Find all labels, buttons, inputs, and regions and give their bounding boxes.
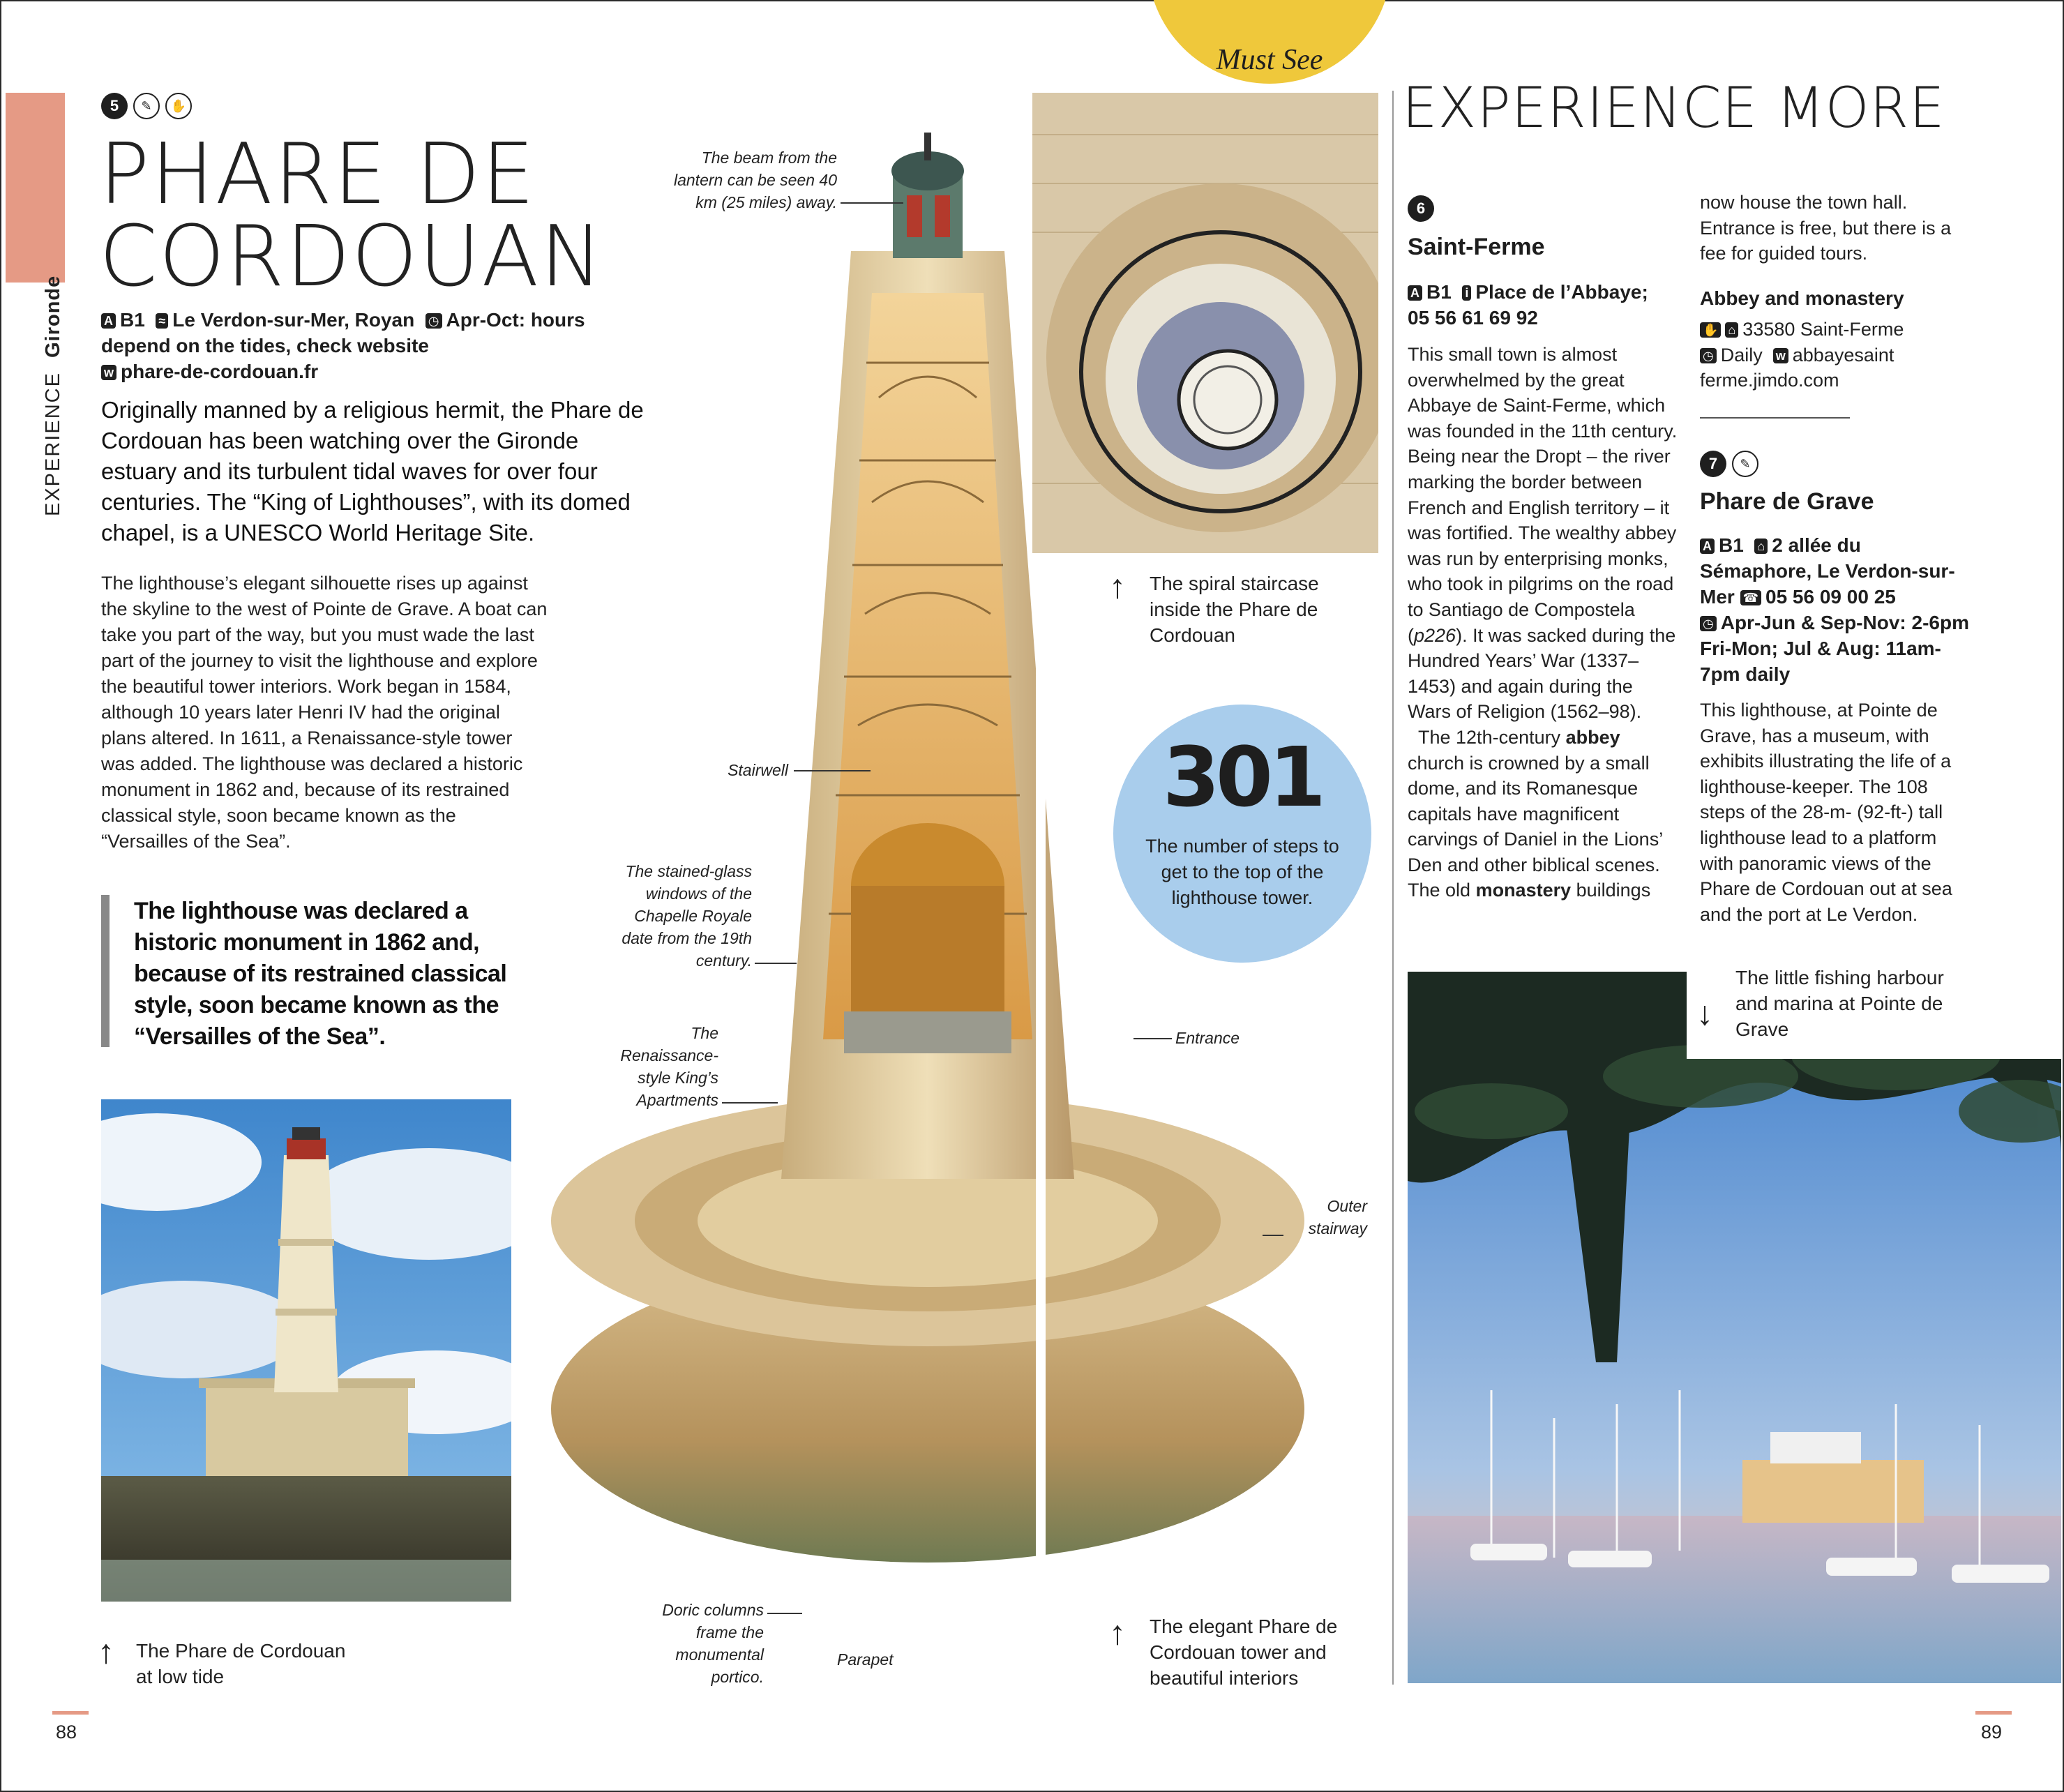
phare-de-grave-text: This lighthouse, at Pointe de Grave, has a museum, with exhibits illustrating the life of a lighthouse-keeper. The 108 steps of the 28-m- (92-ft-) tall lighthouse lead to a platform with panoramic views of the Phare de Cordouan out at sea and the port at Le Verdon. [1700, 700, 1952, 925]
entry-badges-6 [1408, 195, 1434, 222]
page-number-left: 88 [56, 1722, 77, 1742]
hand-icon: ✋ [165, 93, 192, 119]
leader-stained-glass [755, 963, 797, 964]
hand-icon: ✋ [1700, 322, 1721, 338]
home-icon: ⌂ [1725, 322, 1738, 338]
clock-icon: ◷ [1700, 616, 1717, 631]
entry-badges [101, 93, 192, 119]
body-paragraph: The lighthouse’s elegant silhouette rises up against the skyline to the west of Pointe de Grave. A boat can take you part of the way, but you must wade the last part of the journey to visit the lighthouse and explore the beautiful tower interiors. Work began in 1584, although 10 years later Henri IV had the original plans altered. In 1611, a Renaissance-style tower was added. The lighthouse was declared a historic monument in 1862 and, because of its restrained classical style, soon became known as the “Versailles of the Sea”. [101, 573, 548, 852]
label-beam: The beam from the lantern can be seen 40 km (25 miles) away. [673, 149, 837, 211]
leader-kings-apartments [722, 1102, 778, 1104]
leader-beam [841, 202, 903, 204]
photo-spiral-staircase [1032, 93, 1378, 553]
abbey-info: ✋ ⌂ 33580 Saint-Ferme ◷ Daily w abbayesaint ferme.jimdo.com [1700, 319, 1904, 391]
web-icon: w [101, 365, 116, 380]
phare-de-grave-info: A B1 ⌂ 2 allée du Sémaphore, Le Verdon-sur-Mer ☎ 05 56 09 00 25 ◷ Apr-Jun & Sep-Nov: 2-6pm Fri-Mon; Jul & Aug: 11am-7pm daily [1700, 534, 1969, 685]
leader-entrance [1133, 1038, 1172, 1039]
entry-number: 5 [101, 93, 128, 119]
abbey-website-link[interactable]: abbayesaint ferme.jimdo.com [1700, 344, 1894, 391]
home-icon: ⌂ [1754, 539, 1768, 554]
website-link[interactable]: phare-de-cordouan.fr [121, 361, 319, 382]
ticket-icon: ✎ [1732, 451, 1758, 477]
saint-ferme-text: This small town is almost overwhelmed by the great Abbaye de Saint-Ferme, which was founded in the 11th century. Being near the Dropt – the river marking the border between French and English territory – it was fortified. The wealthy abbey was run by enterprising monks, who took in pilgrims on the road to Santiago de Compostela (p226). It was sacked during the Hundred Years’ War (1337–1453) and again during the Wars of Religion (1562–98). The 12th-century abbey church is crowned by a small dome, and its Romanesque capitals have magnificent carvings of Daniel in the Lions’ Den and other biblical scenes. The old monastery buildings [1408, 344, 1678, 901]
entry-title-saint-ferme: Saint-Ferme [1408, 234, 1545, 260]
map-icon: A [1700, 539, 1715, 554]
entry-badges-7 [1700, 451, 1758, 477]
saint-ferme-text-continued: now house the town hall. Entrance is free, but there is a fee for guided tours. [1700, 192, 1952, 264]
map-icon: A [101, 313, 116, 329]
abbey-title: Abbey and monastery [1700, 287, 1904, 309]
entry-title-phare-de-grave: Phare de Grave [1700, 488, 1874, 515]
leader-stairwell [794, 770, 871, 771]
photo-caption-staircase: The spiral staircase inside the Phare de Cordouan [1150, 573, 1319, 646]
web-icon: w [1773, 348, 1788, 363]
leader-outer [1263, 1235, 1283, 1236]
divider [1700, 417, 1850, 419]
must-see-label: Must See [1216, 44, 1323, 76]
boat-icon: ≈ [156, 313, 168, 329]
column-divider [1392, 91, 1394, 1685]
leader-doric [767, 1613, 802, 1614]
quote-bar [101, 895, 110, 1047]
pull-quote: The lighthouse was declared a historic monument in 1862 and, because of its restrained classical style, soon became known as the “Versailles of the Sea”. [134, 898, 507, 1050]
label-kings-apartments: The Renaissance-style King’s Apartments [620, 1024, 718, 1109]
region-name: Gironde [42, 275, 64, 358]
label-parapet: Parapet [837, 1650, 894, 1669]
arrow-up-icon: ↑ [98, 1634, 114, 1671]
label-stained-glass: The stained-glass windows of the Chapelle Royale date from the 19th century. [622, 862, 752, 970]
saint-ferme-info: A B1 i Place de l’Abbaye; 05 56 61 69 92 [1408, 281, 1648, 329]
phone-icon: ☎ [1740, 590, 1761, 605]
clock-icon: ◷ [425, 313, 442, 329]
page-tick-right [1975, 1711, 2012, 1715]
clock-icon: ◷ [1700, 348, 1717, 363]
page-number-right: 89 [1981, 1722, 2003, 1742]
stat-description: The number of steps to get to the top of the lighthouse tower. [1145, 836, 1339, 908]
section-label [42, 276, 65, 516]
lighthouse-info: A B1 ≈ Le Verdon-sur-Mer, Royan ◷ Apr-Oct: hours depend on the tides, check website w phare-de-cordouan.fr [101, 309, 585, 382]
photo-harbour [1408, 972, 2061, 1683]
section-tab [6, 93, 65, 283]
label-outer-stairway: Outer stairway [1308, 1197, 1367, 1237]
info-icon: i [1462, 285, 1471, 301]
section-name: EXPERIENCE [42, 372, 64, 516]
map-icon: A [1408, 285, 1422, 301]
photo-caption-low-tide: The Phare de Cordouan at low tide [136, 1640, 346, 1687]
arrow-down-icon: ↓ [1696, 995, 1713, 1032]
photo-caption-harbour: The little fishing harbour and marina at Pointe de Grave [1735, 967, 1944, 1040]
label-doric-columns: Doric columns frame the monumental portico. [662, 1601, 764, 1686]
ticket-icon: ✎ [133, 93, 160, 119]
section-title: EXPERIENCE MORE [1402, 75, 1945, 140]
photo-low-tide [101, 1099, 511, 1602]
intro-paragraph: Originally manned by a religious hermit, the Phare de Cordouan has been watching over the Gironde estuary and its turbulent tidal waves for over four centuries. The “King of Lighthouses”, with its domed chapel, is a UNESCO World Heritage Site. [101, 397, 644, 545]
label-stairwell: Stairwell [728, 761, 788, 779]
stat-number: 301 [1162, 729, 1323, 825]
entry-number: 6 [1408, 195, 1434, 222]
label-entrance: Entrance [1175, 1029, 1240, 1047]
page-title: PHARE DE CORDOUAN [99, 126, 605, 306]
entry-number: 7 [1700, 451, 1726, 477]
arrow-up-icon: ↑ [1109, 569, 1126, 605]
arrow-up-icon: ↑ [1109, 1615, 1126, 1652]
page-tick-left [52, 1711, 89, 1715]
photo-caption-tower: The elegant Phare de Cordouan tower and beautiful interiors [1150, 1616, 1338, 1689]
